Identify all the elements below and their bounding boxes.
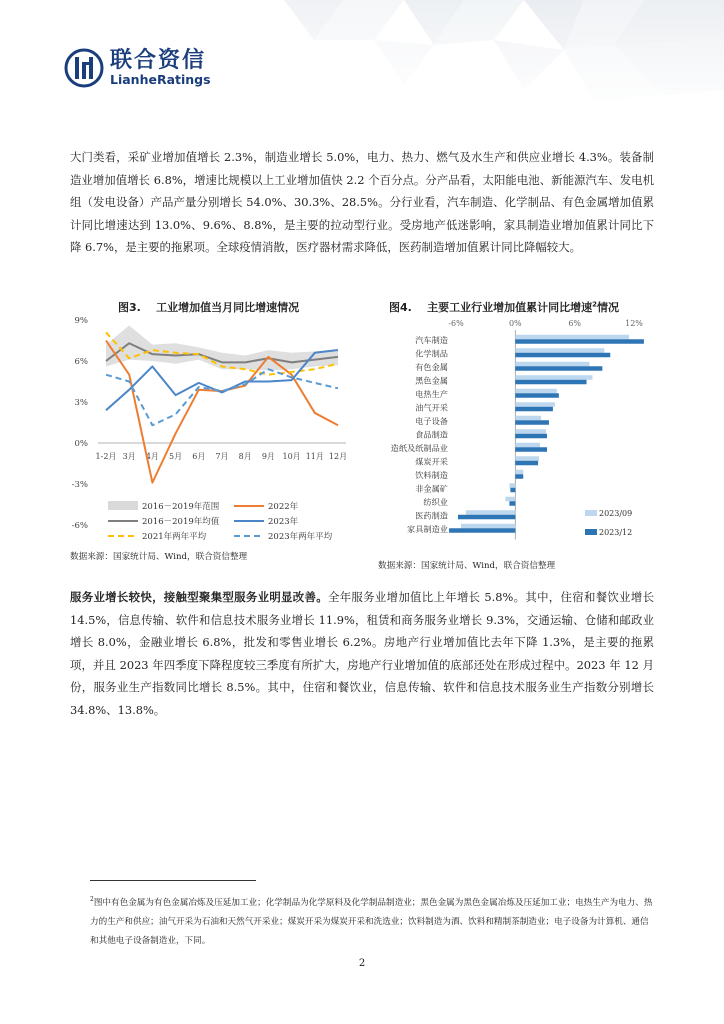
y-tick-label: -3% [71,480,88,490]
brand-logo [64,48,211,88]
bar [515,474,523,479]
y-tick-label: 3% [74,398,88,408]
figure4-label: 图4. [389,301,412,314]
x-tick-label: 12月 [328,452,348,461]
bar [515,375,592,380]
x-tick-label: 8月 [238,452,252,461]
category-label: 黑色金属 [415,375,448,386]
bar [515,456,539,461]
lianhe-logo-icon [64,48,104,88]
bar [510,488,515,493]
footnote-marker: 2 [90,896,94,903]
bar [515,389,557,394]
figure4-title-end: 情况 [597,301,620,314]
figure4-bar-chart [380,312,662,548]
figure4-title-text: 主要工业行业增加值累计同比增速 [427,301,593,314]
figure4-title-footnote-ref: 2 [592,300,598,309]
category-label: 电子设备 [415,415,448,426]
x-tick-label: 12% [625,319,643,328]
footnote-text: 图中有色金属为有色金属冶炼及压延加工业；化学制品为化学原料及化学制品制造业；黑色金属为黑色金属冶炼及压延加工业；电热生产为电力、热力的生产和供应；油气开采为石油和天然气开采业；煤炭开采为煤炭开采和洗选业；饮料制造为酒、饮料和精制茶制造业；电子设备为计算机、通信和其他电子设备制造业，下同。 [90,897,653,946]
category-label: 食品制造 [415,429,448,440]
legend-label: 2016－2019年范围 [142,502,220,512]
category-label: 纺织业 [423,496,448,507]
legend-swatch [108,501,138,510]
bar [509,501,515,506]
category-label: 化学制品 [415,348,448,359]
x-tick-label: 10月 [282,452,301,461]
x-tick-label: 7月 [215,452,229,461]
bar [515,353,610,358]
legend-label: 2023年 [268,517,299,527]
x-tick-label: 3月 [122,452,136,461]
bar [449,528,515,533]
paragraph-industry: 大门类看，采矿业增加值增长 2.3%，制造业增长 5.0%，电力、热力、燃气及水生产和供应业增长 4.3%。装备制造业增加值增长 6.8%，增速比规模以上工业增加值快 2.2 个百分点。分产品看，太阳能电池、新能源汽车、发电机组（发电设备）产品产量分别增长 54.0%、30.3%、28.5%。分行业看，汽车制造、化学制品、有色金属增加值累计同比增速达到 13.0%、9.6%、8.8%，是主要的拉动型行业。受房地产低迷影响，家具制造业增加值累计同比下降 6.7%，是主要的拖累项。全球疫情消散，医疗器材需求降低，医药制造增加值累计同比降幅较大。 [70,150,654,255]
category-label: 油气开采 [415,402,448,413]
legend-label: 2023年两年平均 [268,532,333,540]
category-label: 造纸及纸制品业 [390,442,448,453]
bar [515,362,589,367]
bar [515,434,547,439]
paragraph-services-text: 全年服务业增加值比上年增长 5.8%。其中，住宿和餐饮业增长 14.5%，信息传输、软件和信息技术服务业增长 11.9%，租赁和商务服务业增长 9.3%，交通运输、仓储和邮政业增长 8.0%，金融业增长 6.8%，批发和零售业增长 6.2%。房地产行业增加值比去年下降 1.3%，是主要的拖累项，并且 2023 年四季度下降程度较三季度有所扩大，房地产行业增加值的底部还处在形成过程中。2023 年 12 月份，服务业生产指数同比增长 8.5%。其中，住宿和餐饮业，信息传输、软件和信息技术服务业生产指数分别增长 34.8%、13.8%。 [70,590,654,717]
x-tick-label: 5月 [169,452,183,461]
bar [458,515,515,520]
legend-label: 2023/09 [599,509,633,518]
legend-label: 2022年 [268,502,299,512]
legend-swatch [585,529,597,535]
legend-label: 2023/12 [599,528,633,537]
bar [515,461,538,466]
paragraph-services-lead: 服务业增长较快，接触型聚集型服务业明显改善。 [70,590,328,604]
x-tick-label: 9月 [261,452,275,461]
y-tick-label: 9% [74,316,88,326]
legend-swatch [585,510,597,516]
bar [515,470,523,475]
bar [515,402,555,407]
category-label: 非金属矿 [415,483,448,494]
footnote-divider [90,880,256,881]
page-number: 2 [358,958,366,969]
x-tick-label: 0% [508,319,522,328]
figure3-label: 图3. [118,301,141,314]
bar [505,497,515,502]
y-tick-label: 0% [74,439,88,449]
category-label: 医药制造 [415,510,448,521]
bar [515,429,546,434]
bar [466,510,515,515]
bar [515,393,559,398]
paragraph-services [70,586,654,722]
bar [515,407,553,412]
x-tick-label: 11月 [305,452,324,461]
bar [509,483,515,488]
bar [515,335,629,340]
y-tick-label: -6% [71,521,88,531]
x-tick-label: 1-2月 [95,452,117,461]
x-tick-label: 4月 [145,452,159,461]
bar [515,443,540,448]
category-label: 有色金属 [415,361,448,372]
bar [461,524,515,529]
x-tick-label: 6月 [192,452,206,461]
x-tick-label: -6% [448,319,464,328]
brand-name-cn: 联合资信 [110,48,207,73]
figure3-source: 数据来源：国家统计局、Wind，联合资信整理 [70,552,248,562]
category-label: 饮料制造 [415,469,448,480]
category-label: 家具制造业 [407,523,448,534]
footnote [90,890,656,951]
bar [515,420,549,425]
bar [515,339,644,344]
bar [515,447,547,452]
figure3-line-chart [64,312,356,540]
legend-label: 2021年两年平均 [142,532,207,540]
bar [515,416,541,421]
category-label: 汽车制造 [415,334,448,345]
figure3-title-text: 工业增加值当月同比增速情况 [156,301,300,314]
legend-label: 2016－2019年均值 [142,517,220,527]
brand-name-en: LianheRatings [110,72,211,87]
figure4-source: 数据来源：国家统计局、Wind，联合资信整理 [378,561,556,571]
bar [515,380,586,385]
header-decoration [264,0,724,120]
bar [515,366,602,371]
category-label: 电热生产 [415,388,448,399]
bar [515,348,604,353]
x-tick-label: 6% [568,319,582,328]
category-label: 煤炭开采 [415,456,448,467]
y-tick-label: 6% [74,357,88,367]
